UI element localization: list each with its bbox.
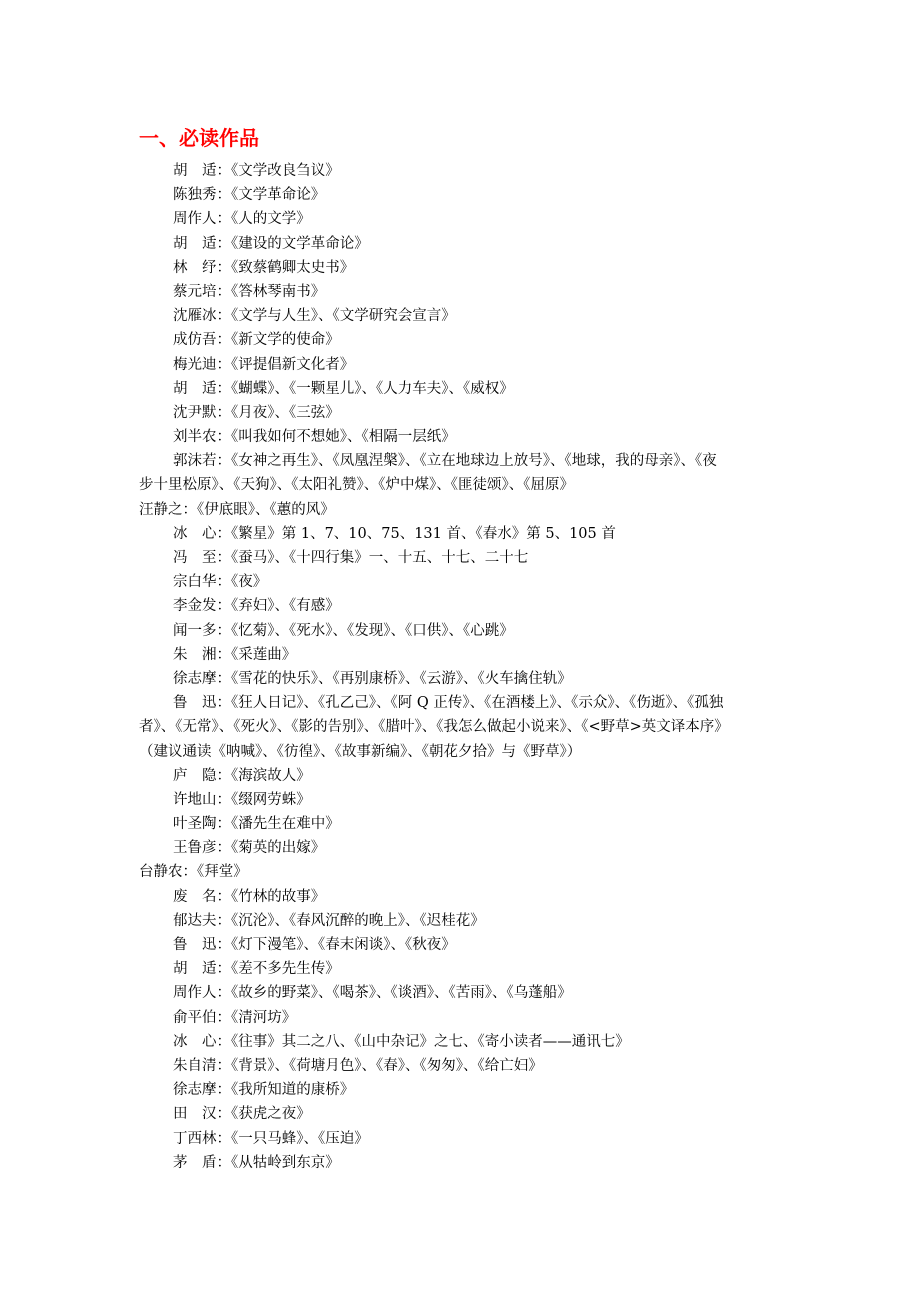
reading-list-line: 梅光迪：《评提倡新文化者》 — [173, 356, 355, 373]
reading-list-line: 废 名：《竹林的故事》 — [173, 888, 326, 905]
reading-list-line: 台静农：《拜堂》 — [139, 864, 248, 881]
reading-list-line: 蔡元培：《答林琴南书》 — [173, 283, 326, 300]
reading-list-line: 周作人：《人的文学》 — [173, 211, 311, 228]
reading-list-line: 胡 适：《差不多先生传》 — [173, 961, 340, 978]
reading-list-line: 步十里松原》、《天狗》、《太阳礼赞》、《炉中煤》、《匪徒颂》、《屈原》 — [139, 477, 574, 494]
reading-list-line: 俞平伯：《清河坊》 — [173, 1009, 297, 1026]
reading-list-line: 许地山：《缀网劳蛛》 — [173, 791, 311, 808]
reading-list-line: 沈尹默：《月夜》、《三弦》 — [173, 404, 340, 421]
section-heading: 一、必读作品 — [139, 126, 259, 150]
reading-list-line: 成仿吾：《新文学的使命》 — [173, 332, 340, 349]
reading-list-line: 郁达夫：《沉沦》、《春风沉醉的晚上》、《迟桂花》 — [173, 912, 485, 929]
reading-list-line: 胡 适：《蝴蝶》、《一颗星儿》、《人力车夫》、《威权》 — [173, 380, 514, 397]
reading-list-line: 汪静之：《伊底眼》、《蕙的风》 — [139, 501, 335, 518]
reading-list-line: 鲁 迅：《灯下漫笔》、《春末闲谈》、《秋夜》 — [173, 937, 456, 953]
reading-list-line: 徐志摩：《我所知道的康桥》 — [173, 1082, 355, 1099]
reading-list-line: 冰 心：《往事》其二之八、《山中杂记》之七、《寄小读者——通讯七》 — [173, 1033, 630, 1050]
reading-list-line: 周作人：《故乡的野菜》、《喝茶》、《谈酒》、《苦雨》、《乌蓬船》 — [173, 985, 572, 1002]
reading-list-line: 沈雁冰：《文学与人生》、《文学研究会宣言》 — [173, 308, 456, 325]
reading-list-line: （建议通读《呐喊》、《彷徨》、《故事新编》、《朝花夕拾》与《野草》） — [139, 743, 582, 760]
reading-list-line: 田 汉：《获虎之夜》 — [173, 1106, 311, 1123]
reading-list-line: 庐 隐：《海滨故人》 — [173, 767, 311, 784]
reading-list-line: 者》、《无常》、《死火》、《影的告别》、《腊叶》、《我怎么做起小说来》、《<野草>英文译本序》 — [139, 719, 729, 736]
reading-list-line: 叶圣陶：《潘先生在难中》 — [173, 816, 340, 833]
reading-list-line: 郭沫若：《女神之再生》、《凤凰涅槃》、《立在地球边上放号》、《地球，我的母亲》、《夜 — [173, 453, 717, 470]
reading-list-line: 丁西林：《一只马蜂》、《压迫》 — [173, 1130, 369, 1147]
reading-list-line: 闻一多：《忆菊》、《死水》、《发现》、《口供》、《心跳》 — [173, 622, 514, 639]
reading-list-line: 宗白华：《夜》 — [173, 574, 268, 591]
reading-list-line: 林 纾：《致蔡鹤卿太史书》 — [173, 259, 355, 276]
reading-list-line: 冯 至：《蚕马》、《十四行集》一、十五、十七、二十七 — [173, 550, 529, 566]
reading-list-line: 王鲁彦：《菊英的出嫁》 — [173, 840, 326, 857]
reading-list-line: 朱 湘：《采莲曲》 — [173, 646, 297, 663]
reading-list — [139, 159, 784, 1175]
reading-list-line: 冰 心：《繁星》第 1、7、10、75、131 首、《春水》第 5、105 首 — [173, 525, 616, 542]
reading-list-line: 胡 适：《建设的文学革命论》 — [173, 235, 369, 252]
reading-list-line: 鲁 迅：《狂人日记》、《孔乙己》、《阿 Q 正传》、《在酒楼上》、《示众》、《伤逝》、《孤独 — [173, 695, 724, 712]
reading-list-line: 陈独秀：《文学革命论》 — [173, 187, 326, 204]
reading-list-line: 茅 盾：《从牯岭到东京》 — [173, 1154, 340, 1171]
reading-list-line: 刘半农：《叫我如何不想她》、《相隔一层纸》 — [173, 429, 456, 446]
reading-list-line: 胡 适：《文学改良刍议》 — [173, 163, 340, 179]
reading-list-line: 朱自清：《背景》、《荷塘月色》、《春》、《匆匆》、《给亡妇》 — [173, 1057, 543, 1074]
reading-list-line: 徐志摩：《雪花的快乐》、《再别康桥》、《云游》、《火车擒住轨》 — [173, 670, 572, 687]
reading-list-line: 李金发：《弃妇》、《有感》 — [173, 598, 340, 615]
